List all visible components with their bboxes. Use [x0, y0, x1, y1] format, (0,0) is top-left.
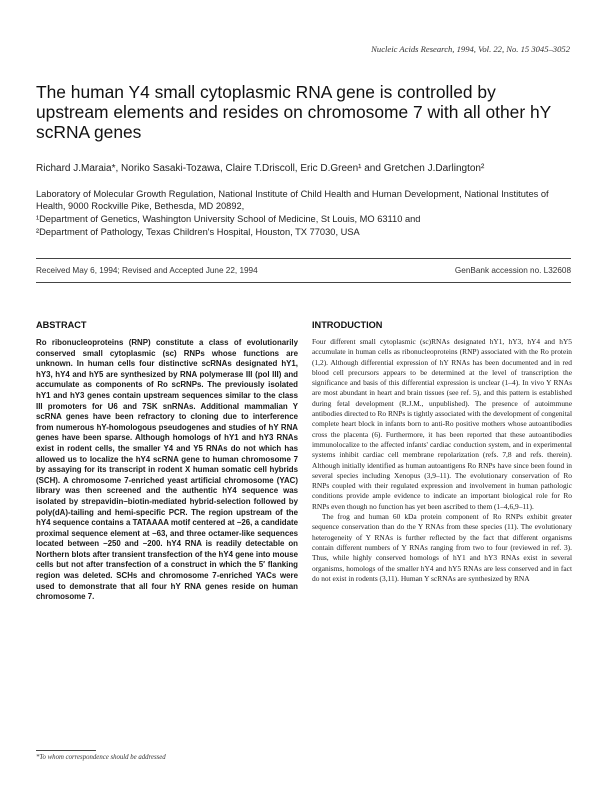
header-rule-top: [36, 258, 571, 259]
author-list: Richard J.Maraia*, Noriko Sasaki-Tozawa, Claire T.Driscoll, Eric D.Green¹ and Gretchen J.Darlington²: [36, 163, 485, 174]
intro-paragraph-1: Four different small cytoplasmic (sc)RNAs designated hY1, hY3, hY4 and hY5 accumulate in human cells as ribonucleoproteins (RNP) associated with the Ro protein (1,2). Although differential expression of hY RNAs has been documented and in red blood cell precursors appears to be determined at the level of transcription the significance and basis of this differential expression is unclear (1–4). In vivo Y RNAs are most abundant in heart and brain tissues (see ref. 5), and this pattern is established during fetal development (R.J.M., unpublished). The presence of autoimmune antibodies directed to Ro RNPs is tightly associated with the development of congenital complete heart block in infants born to anti-Ro positive mothers whose autoantibodies cross the placenta (6). Furthermore, it has been reported that these autoantibodies immunolocalize to the affected infants' cardiac conduction system, and in experimental systems inhibit cardiac cell membrane repolarization (refs. 7,8 and refs. therein). Although initially identified as human autoantigens Ro RNPs have since been found in several species including Xenopus (3,9–11). The evolutionary conservation of Ro RNPs coupled with their regulated expression and involvement in human pathologic conditions provide ample evidence to indicate an important biological role for Ro RNPs even though no function has yet been ascribed to them (1–4,6,9–11).: [312, 337, 572, 511]
dates-line: [36, 266, 571, 275]
paper-title: The human Y4 small cytoplasmic RNA gene is controlled by upstream elements and resides on chromosome 7 with all other hY scRNA genes: [36, 82, 551, 142]
affiliation-1: Laboratory of Molecular Growth Regulation, National Institute of Child Health and Human Development, National Institutes of Health, 9000 Rockville Pike, Bethesda, MD 20892,: [36, 189, 549, 211]
abstract-text: Ro ribonucleoproteins (RNP) constitute a class of evolutionarily conserved small cytoplasmic (sc) RNPs whose functions are unknown. In human cells four distinctive scRNAs designated hY1, hY3, hY4 and hY5 are synthesized by RNA polymerase III (pol III) and accumulate as components of Ro scRNPs. The previously isolated hY1 and hY3 genes contain upstream sequences similar to the class III promoters for U6 and 7SK snRNAs. Additional mammalian Y scRNA genes have been refractory to cloning due to interference from numerous hY-homologous pseudogenes and studies of hY RNA genes have been sparse. Although homologs of hY1 and hY3 RNAs exist in rodent cells, the smaller Y4 and Y5 RNAs do not which has allowed us to localize the hY4 scRNA gene to human chromosome 7 by assaying for its transcript in rodent X human somatic cell hybrids (SCH). A chromosome 7-enriched yeast artificial chromosome (YAC) library was then screened and the authentic hY4 sequence was isolated by strepavidin–biotin-mediated hybrid-selection followed by poly(dA)-tailing and hemi-specific PCR. The region upstream of the hY4 sequence contains a TATAAAA motif centered at −26, a candidate proximal sequence element at −63, and three octamer-like sequences located between −250 and −200. hY4 RNA is readily detectable on Northern blots after transient transfection of the hY4 gene into mouse cells but not after transfection of a construct in which the 5′ flanking region was deleted. SCHs and chromosome 7-enriched YACs were used to demonstrate that all four hY RNA genes reside on human chromosome 7.: [36, 338, 298, 602]
genbank-accession: GenBank accession no. L32608: [454, 266, 571, 275]
received-date: Received May 6, 1994; Revised and Accepted June 22, 1994: [36, 266, 258, 275]
journal-header: Nucleic Acids Research, 1994, Vol. 22, No. 15 3045–3052: [371, 44, 570, 54]
introduction-heading: INTRODUCTION: [312, 320, 383, 330]
correspondence-footnote: *To whom correspondence should be addressed: [36, 754, 166, 761]
affiliation-3: ²Department of Pathology, Texas Children's Hospital, Houston, TX 77030, USA: [36, 227, 360, 237]
footnote-rule: [36, 750, 96, 751]
header-rule-bottom: [36, 282, 571, 283]
abstract-heading: ABSTRACT: [36, 320, 87, 330]
intro-paragraph-2: The frog and human 60 kDa protein component of Ro RNPs exhibit greater sequence conservation than do the Y RNAs from these species (11). The evolutionary heterogeneity of Y RNAs is further reflected by the fact that different organisms contain different numbers of Y RNAs ranging from two to four (reviewed in ref. 3). Thus, while highly conserved homologs of hY1 and hY3 RNAs exist in several organisms, homologs of the smaller hY4 and hY5 RNAs are less conserved and in fact do not exist in rodents (3,11). Human Y scRNAs are synthesized by RNA: [312, 512, 572, 583]
introduction-body: [312, 337, 572, 584]
affiliation-2: ¹Department of Genetics, Washington University School of Medicine, St Louis, MO 63110 and: [36, 214, 421, 224]
